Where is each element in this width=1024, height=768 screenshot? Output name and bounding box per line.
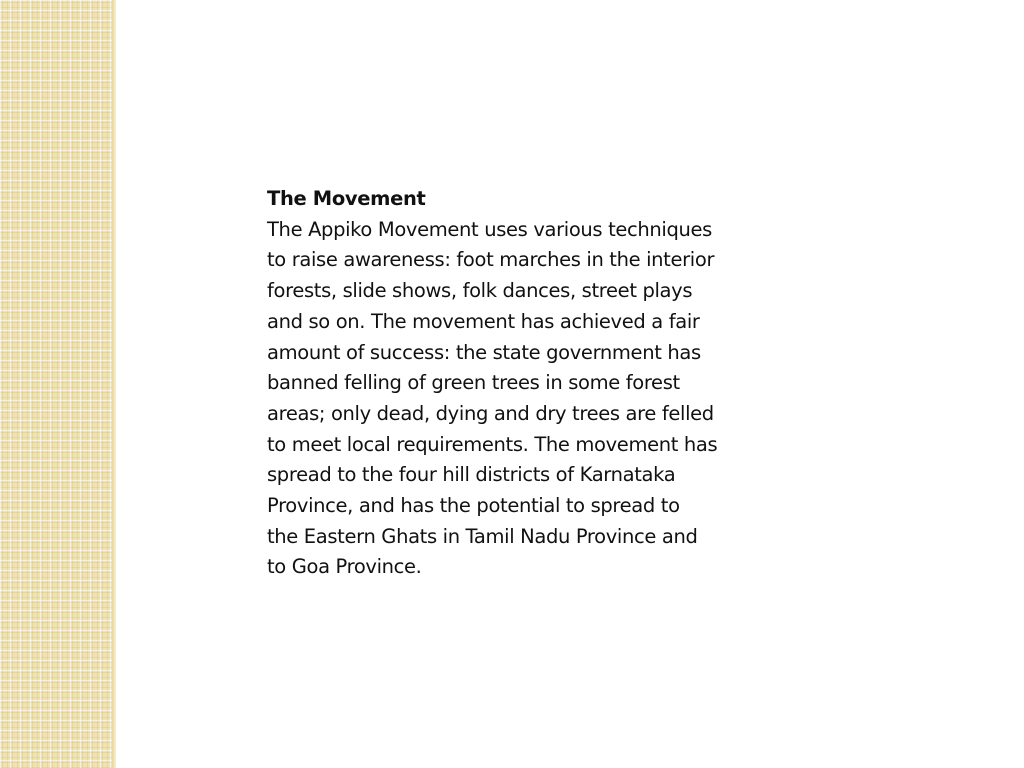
body-line: Province, and has the potential to spread to — [267, 494, 680, 518]
body-line: to meet local requirements. The movement has — [267, 432, 718, 456]
body-line: banned felling of green trees in some forest — [267, 371, 680, 395]
body-line: areas; only dead, dying and dry trees are felled — [267, 401, 714, 425]
slide-heading: The Movement — [267, 187, 426, 210]
body-text-block — [267, 184, 787, 583]
body-line: spread to the four hill districts of Karnataka — [267, 463, 676, 487]
body-line: forests, slide shows, folk dances, street plays — [267, 279, 693, 303]
body-line: and so on. The movement has achieved a fair — [267, 309, 700, 333]
body-line: to Goa Province. — [267, 555, 422, 579]
body-line: to raise awareness: foot marches in the interior — [267, 248, 715, 272]
body-line: the Eastern Ghats in Tamil Nadu Province and — [267, 524, 698, 548]
decorative-side-band — [0, 0, 112, 768]
side-band-edge — [112, 0, 116, 768]
body-line: The Appiko Movement uses various techniques — [267, 217, 712, 241]
body-line: amount of success: the state government has — [267, 340, 701, 364]
